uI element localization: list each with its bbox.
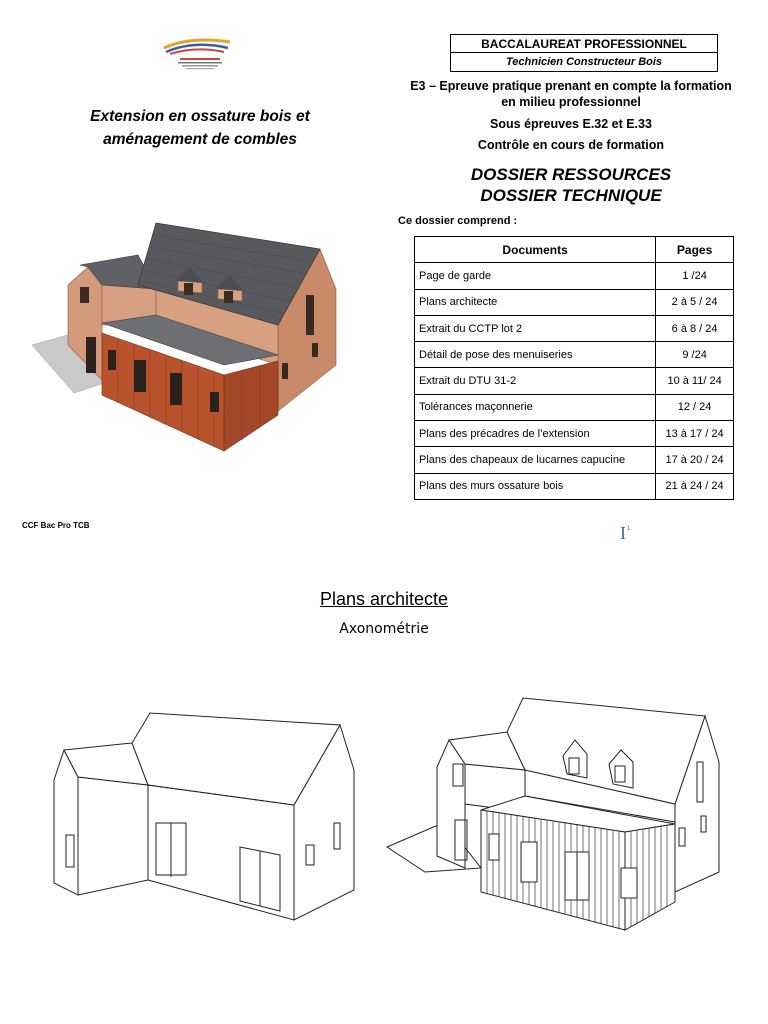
page-mark: I — [620, 523, 626, 543]
column-header-documents: Documents — [415, 237, 656, 263]
pages-cell: 13 à 17 / 24 — [656, 421, 734, 447]
table-row — [415, 447, 734, 473]
exam-title-box — [450, 34, 718, 72]
table-row — [415, 421, 734, 447]
axonometry-existing-drawing — [44, 705, 364, 935]
table-header-row — [415, 237, 734, 263]
school-logo — [160, 34, 238, 76]
document-cell: Plans des chapeaux de lucarnes capucine — [415, 447, 656, 473]
footer-ccf: CCF Bac Pro TCB — [22, 521, 90, 530]
axonometry-title: Axonométrie — [339, 621, 429, 637]
pages-cell: 17 à 20 / 24 — [656, 447, 734, 473]
controle-formation: Contrôle en cours de formation — [477, 138, 665, 152]
pages-cell: 12 / 24 — [656, 394, 734, 420]
pages-cell: 6 à 8 / 24 — [656, 315, 734, 341]
table-row — [415, 263, 734, 289]
pages-cell: 2 à 5 / 24 — [656, 289, 734, 315]
exam-subtitle: Technicien Constructeur Bois — [505, 56, 663, 68]
e3-heading-line1: E3 – Epreuve pratique prenant en compte la formation — [410, 79, 732, 93]
document-cell: Plans architecte — [415, 289, 656, 315]
dossier-ressources-title: DOSSIER RESSOURCES — [470, 165, 672, 184]
exam-title: BACCALAUREAT PROFESSIONNEL — [481, 37, 687, 51]
plans-section-title: Plans architecte — [319, 589, 449, 609]
table-row — [415, 289, 734, 315]
table-row — [415, 394, 734, 420]
document-cell: Détail de pose des menuiseries — [415, 342, 656, 368]
contents-intro: Ce dossier comprend : — [398, 215, 518, 227]
project-title-line1: Extension en ossature bois et — [90, 108, 310, 125]
column-header-pages: Pages — [656, 237, 734, 263]
document-cell: Page de garde — [415, 263, 656, 289]
pages-cell: 9 /24 — [656, 342, 734, 368]
axonometry-extension-drawing — [385, 692, 725, 937]
table-row — [415, 315, 734, 341]
document-cell: Tolérances maçonnerie — [415, 394, 656, 420]
document-cell: Extrait du CCTP lot 2 — [415, 315, 656, 341]
pages-cell: 10 à 11/ 24 — [656, 368, 734, 394]
e3-heading-line2: en milieu professionnel — [501, 95, 641, 109]
contents-table — [414, 236, 734, 500]
document-cell: Plans des murs ossature bois — [415, 473, 656, 499]
document-cell: Plans des précadres de l’extension — [415, 421, 656, 447]
house-render-image — [28, 215, 348, 455]
box-divider — [451, 52, 717, 53]
page-number: 1 — [627, 526, 631, 532]
dossier-technique-title: DOSSIER TECHNIQUE — [480, 186, 662, 205]
table-row — [415, 473, 734, 499]
project-title-line2: aménagement de combles — [103, 131, 297, 148]
pages-cell: 21 à 24 / 24 — [656, 473, 734, 499]
table-row — [415, 368, 734, 394]
table-row — [415, 342, 734, 368]
sous-epreuves: Sous épreuves E.32 et E.33 — [490, 117, 652, 131]
document-cell: Extrait du DTU 31-2 — [415, 368, 656, 394]
pages-cell: 1 /24 — [656, 263, 734, 289]
